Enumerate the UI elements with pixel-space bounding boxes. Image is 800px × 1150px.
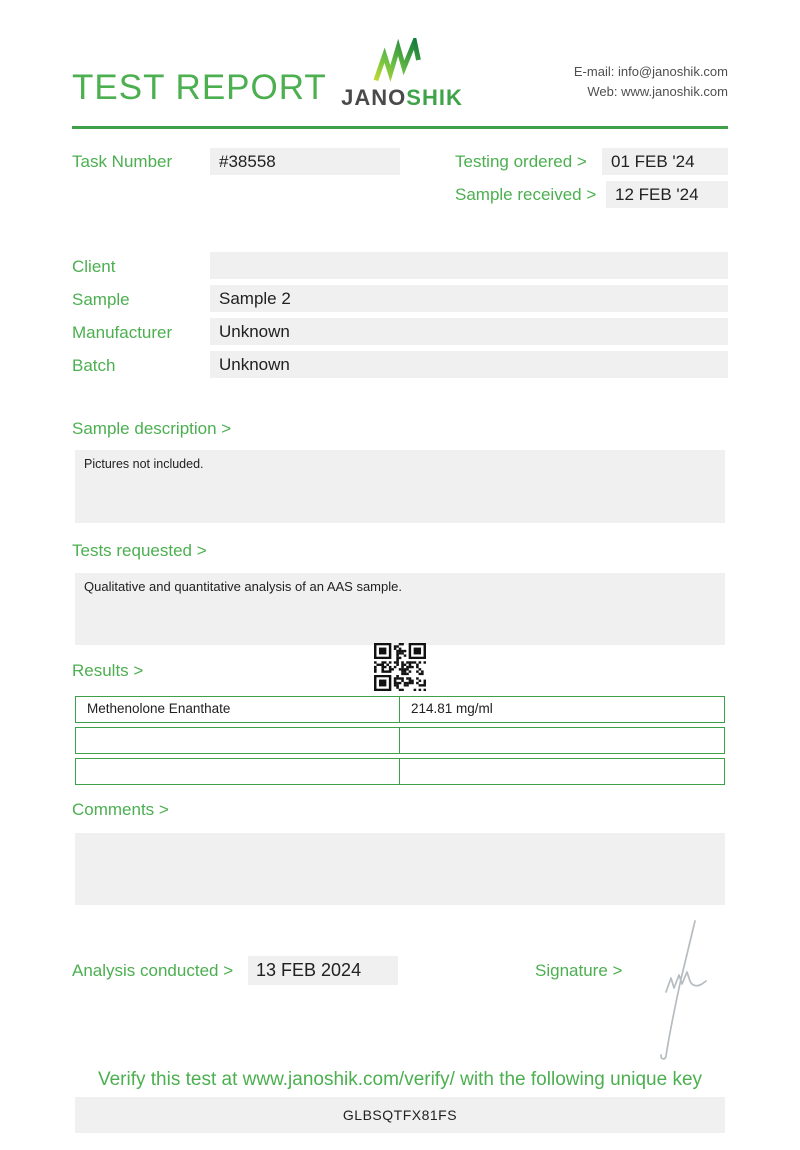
verify-key: GLBSQTFX81FS <box>75 1097 725 1133</box>
sample-description-header: Sample description > <box>72 419 232 438</box>
logo-shik: SHIK <box>406 85 463 110</box>
signature-image <box>645 916 707 1061</box>
result-substance <box>76 728 400 753</box>
table-row <box>75 727 725 754</box>
result-value: 214.81 mg/ml <box>411 701 493 716</box>
header-divider <box>72 126 728 129</box>
sample-received-value: 12 FEB '24 <box>606 181 728 208</box>
table-row <box>75 758 725 785</box>
analysis-conducted-label: Analysis conducted > <box>72 961 234 980</box>
contact-info <box>574 62 728 102</box>
batch-label: Batch <box>72 356 116 375</box>
client-value <box>210 252 728 279</box>
client-label: Client <box>72 257 116 276</box>
results-header: Results > <box>72 661 144 680</box>
result-substance: Methenolone Enanthate <box>76 697 400 722</box>
logo-wordmark <box>341 85 463 111</box>
analysis-conducted-value: 13 FEB 2024 <box>248 956 398 985</box>
logo-jano: JANO <box>341 85 407 110</box>
tests-requested-header: Tests requested > <box>72 541 207 560</box>
testing-ordered-label: Testing ordered > <box>455 152 587 171</box>
comments-header: Comments > <box>72 800 169 819</box>
logo-chart-icon <box>371 38 433 84</box>
manufacturer-value: Unknown <box>210 318 728 345</box>
janoshik-logo <box>341 38 463 111</box>
qr-code <box>374 643 426 691</box>
contact-web: Web: www.janoshik.com <box>587 84 728 99</box>
manufacturer-label: Manufacturer <box>72 323 173 342</box>
verify-text: Verify this test at www.janoshik.com/verify/ with the following unique key <box>97 1069 703 1090</box>
result-value <box>400 759 724 784</box>
task-number-label: Task Number <box>72 152 173 171</box>
task-number-value: #38558 <box>210 148 400 175</box>
sample-label: Sample <box>72 290 130 309</box>
table-row <box>75 696 725 723</box>
result-substance <box>76 759 400 784</box>
sample-received-label: Sample received > <box>455 185 597 204</box>
contact-email: E-mail: info@janoshik.com <box>573 64 728 79</box>
tests-requested-box: Qualitative and quantitative analysis of an AAS sample. <box>75 573 725 645</box>
result-value <box>400 728 724 753</box>
results-table <box>75 696 725 789</box>
sample-value: Sample 2 <box>210 285 728 312</box>
sample-description-box: Pictures not included. <box>75 450 725 523</box>
comments-box <box>75 833 725 905</box>
page-title: TEST REPORT <box>72 68 327 107</box>
signature-label: Signature > <box>535 961 623 980</box>
testing-ordered-value: 01 FEB '24 <box>602 148 728 175</box>
batch-value: Unknown <box>210 351 728 378</box>
